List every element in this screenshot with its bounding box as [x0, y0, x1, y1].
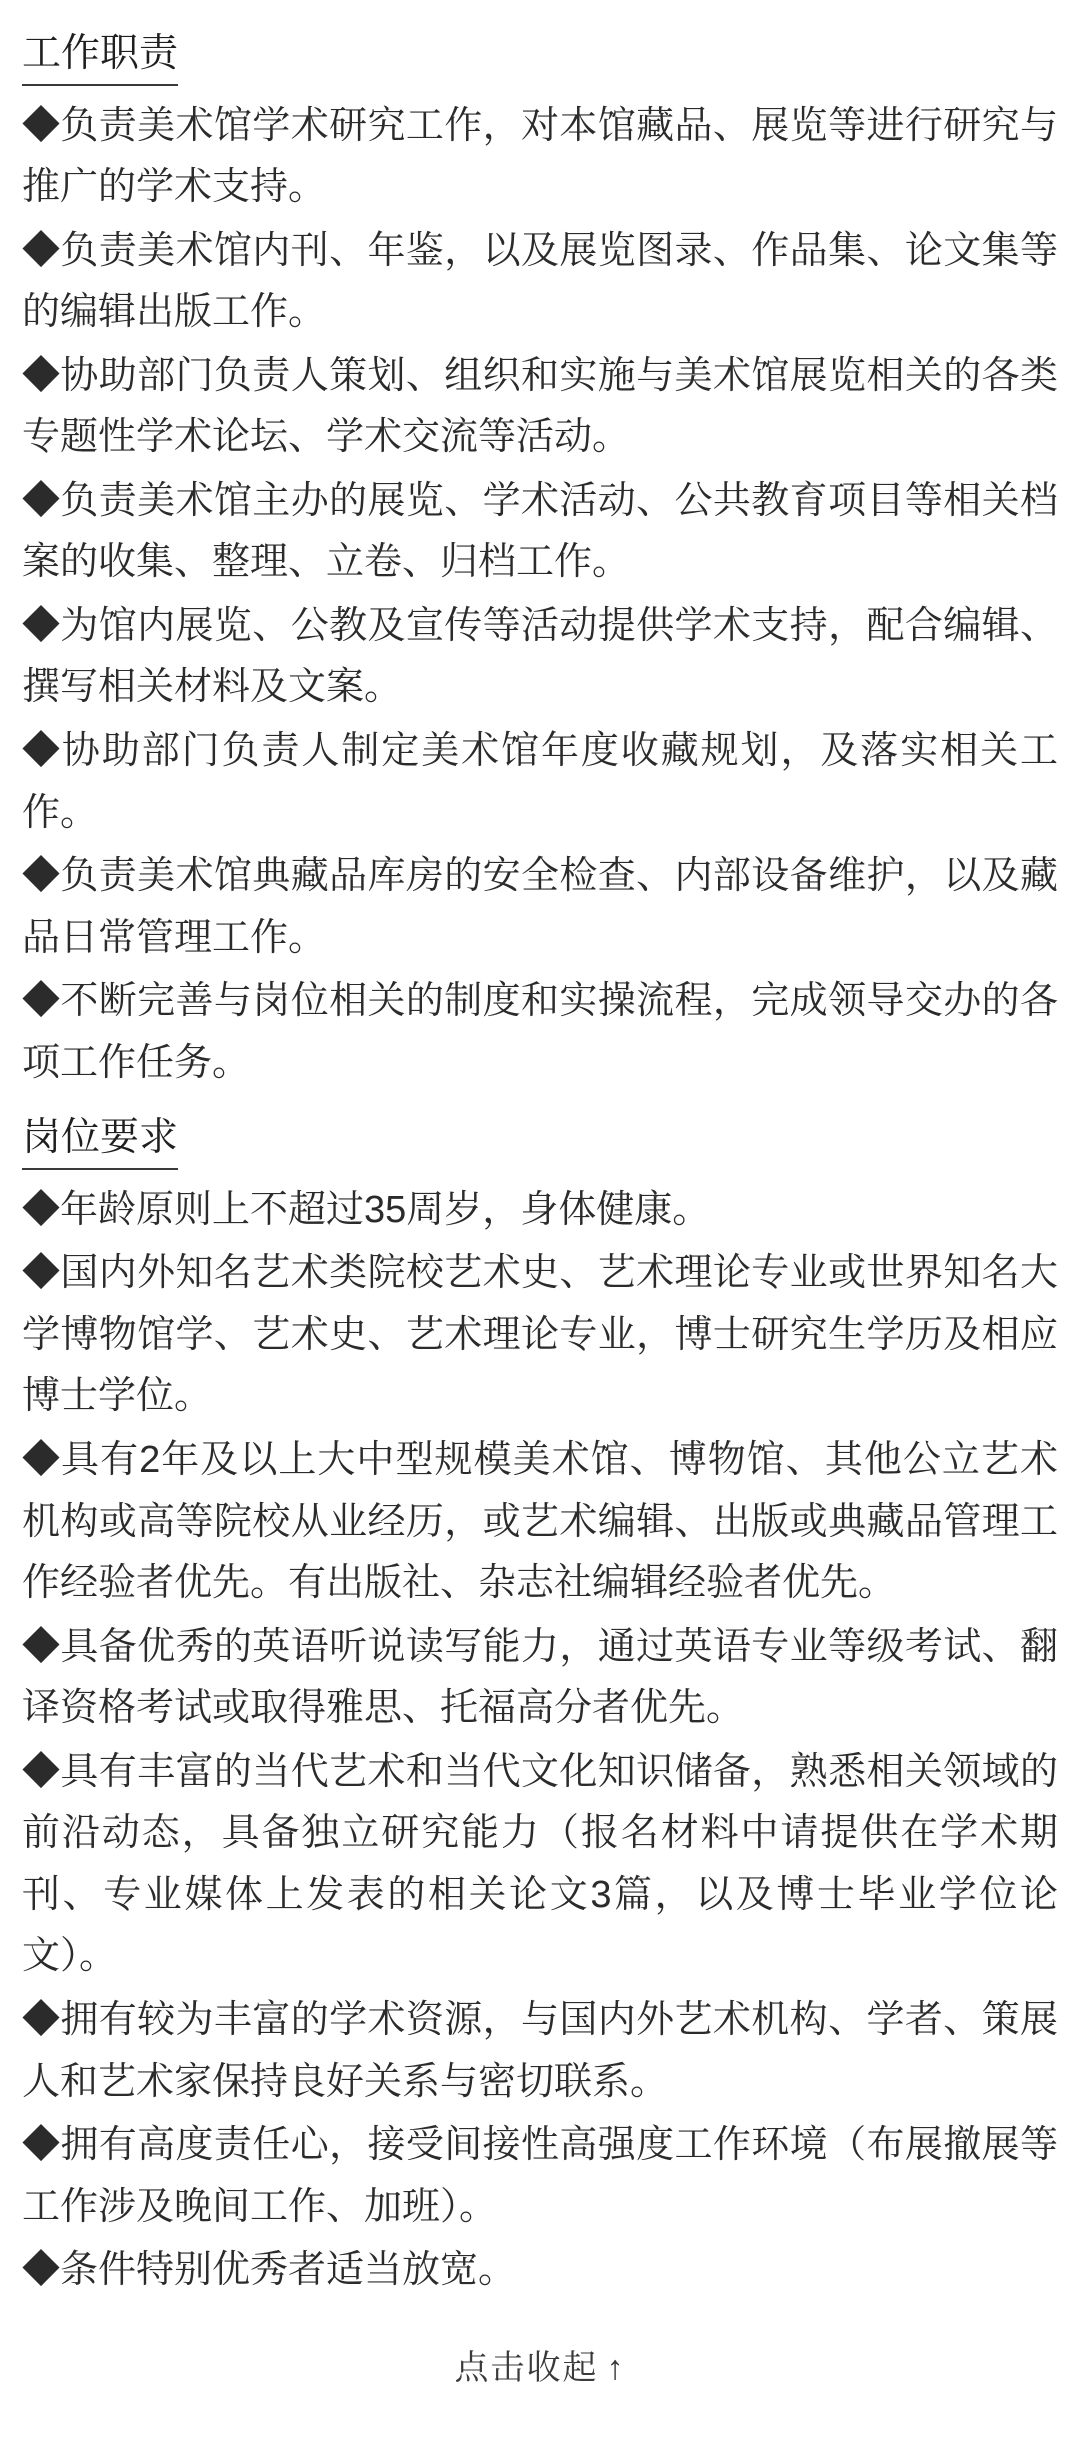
responsibility-item: ◆负责美术馆典藏品库房的安全检查、内部设备维护，以及藏品日常管理工作。: [22, 855, 1058, 959]
requirement-item: ◆拥有较为丰富的学术资源，与国内外艺术机构、学者、策展人和艺术家保持良好关系与密切联系。: [22, 1998, 1058, 2103]
collapse-button[interactable]: [22, 2304, 1058, 2419]
responsibility-item: ◆负责美术馆内刊、年鉴，以及展览图录、作品集、论文集等的编辑出版工作。: [22, 229, 1058, 334]
responsibility-item: ◆为馆内展览、公教及宣传等活动提供学术支持，配合编辑、撰写相关材料及文案。: [22, 604, 1058, 709]
responsibility-item: ◆协助部门负责人制定美术馆年度收藏规划，及落实相关工作。: [22, 730, 1058, 834]
requirement-item: ◆年龄原则上不超过35周岁，身体健康。: [22, 1188, 711, 1231]
section-heading-requirements: 岗位要求: [22, 1110, 178, 1170]
requirement-item: ◆具备优秀的英语听说读写能力，通过英语专业等级考试、翻译资格考试或取得雅思、托福高分者优先。: [22, 1625, 1058, 1730]
requirement-item: ◆拥有高度责任心，接受间接性高强度工作环境（布展撤展等工作涉及晚间工作、加班）。: [22, 2124, 1058, 2228]
section-heading-requirements-wrap: [22, 1110, 1058, 1176]
arrow-up-icon: ↑: [606, 2348, 626, 2387]
requirement-item: ◆具有丰富的当代艺术和当代文化知识储备，熟悉相关领域的前沿动态，具备独立研究能力（报名材料中请提供在学术期刊、专业媒体上发表的相关论文3篇，以及博士毕业学位论文）。: [22, 1750, 1058, 1978]
responsibility-item: ◆负责美术馆学术研究工作，对本馆藏品、展览等进行研究与推广的学术支持。: [22, 104, 1058, 209]
collapse-label: 点击收起: [454, 2348, 599, 2387]
requirement-item: ◆国内外知名艺术类院校艺术史、艺术理论专业或世界知名大学博物馆学、艺术史、艺术理论专业，博士研究生学历及相应博士学位。: [22, 1252, 1058, 1418]
responsibility-item: ◆协助部门负责人策划、组织和实施与美术馆展览相关的各类专题性学术论坛、学术交流等活动。: [22, 354, 1058, 459]
requirement-item: ◆条件特别优秀者适当放宽。: [22, 2249, 517, 2292]
responsibility-item: ◆负责美术馆主办的展览、学术活动、公共教育项目等相关档案的收集、整理、立卷、归档工作。: [22, 479, 1058, 584]
requirement-item: ◆具有2年及以上大中型规模美术馆、博物馆、其他公立艺术机构或高等院校从业经历，或艺术编辑、出版或典藏品管理工作经验者优先。有出版社、杂志社编辑经验者优先。: [22, 1439, 1058, 1605]
responsibility-item: ◆不断完善与岗位相关的制度和实操流程，完成领导交办的各项工作任务。: [22, 980, 1058, 1084]
section-heading-responsibilities: 工作职责: [22, 26, 178, 86]
section-heading-responsibilities-wrap: [22, 26, 1058, 92]
